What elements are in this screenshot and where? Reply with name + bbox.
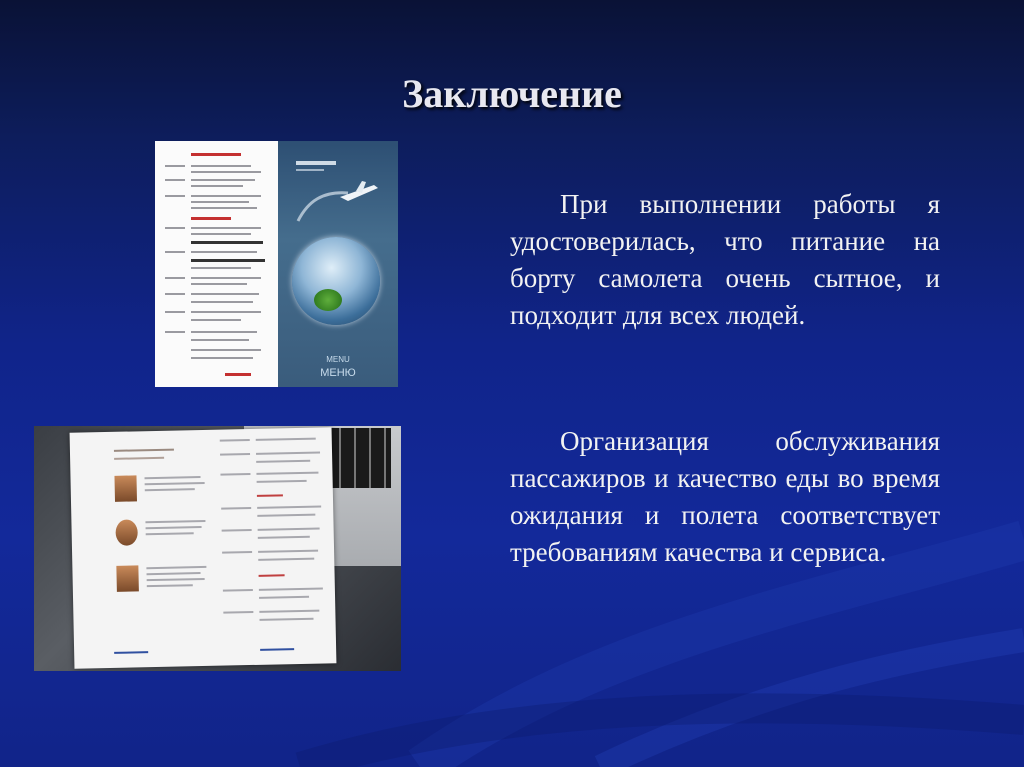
- menu-cover-label-latin: MENU: [326, 355, 350, 364]
- slide-title: Заключение: [402, 71, 622, 116]
- menu-sheet: [70, 427, 337, 668]
- menu-cover-label-cyrillic: МЕНЮ: [320, 367, 356, 379]
- conclusion-paragraph-2: Организация обслуживания пассажиров и качество еды во время ожидания и полета соответствует требованиям качества и сервиса.: [510, 426, 940, 567]
- airplane-icon: [278, 141, 398, 231]
- globe-image: [292, 237, 380, 325]
- conclusion-paragraph-1: При выполнении работы я удостоверилась, что питание на борту самолета очень сытное, и подходит для всех людей.: [510, 189, 940, 330]
- menu-inner-page: [155, 141, 278, 387]
- menu-cover: [278, 141, 398, 387]
- tree-image: [314, 289, 342, 311]
- menu-photo: [155, 141, 398, 387]
- menu-on-laptop-photo: [34, 426, 401, 671]
